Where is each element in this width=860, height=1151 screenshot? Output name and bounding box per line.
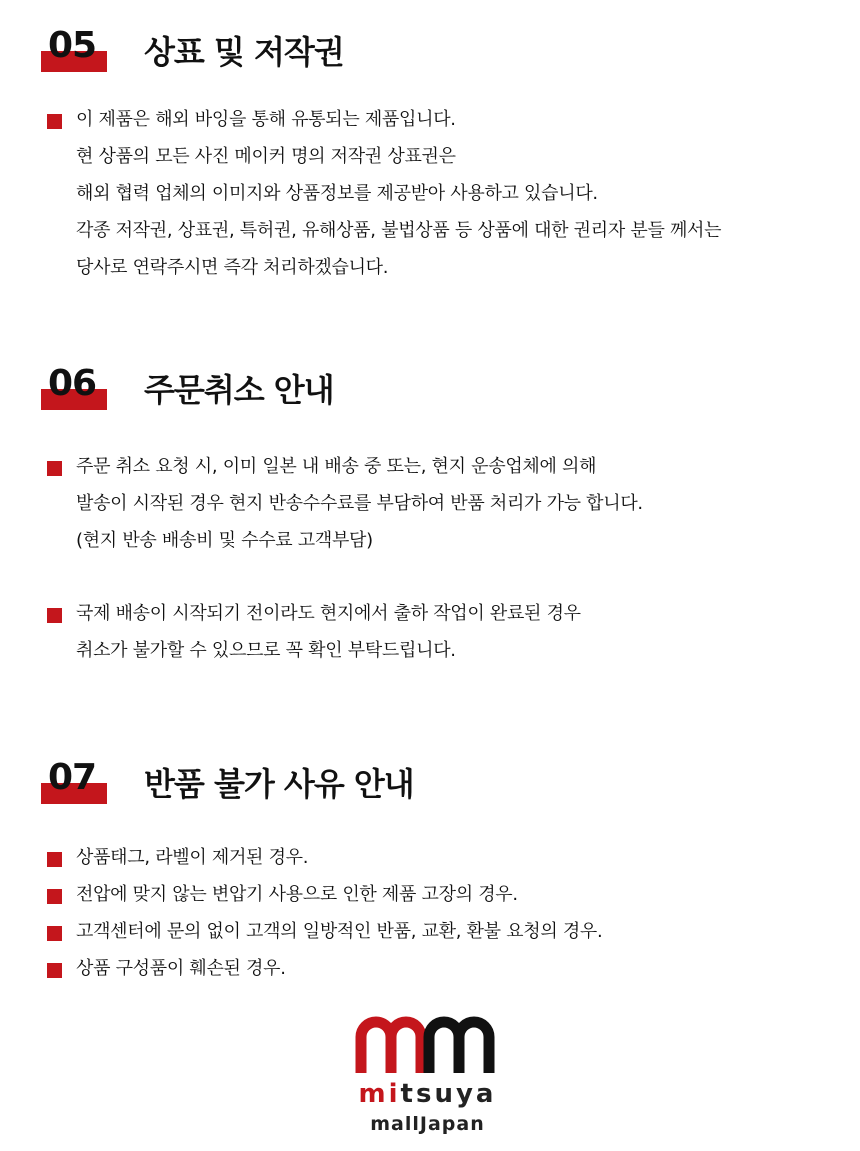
logo-subname: mallJapan — [370, 1113, 485, 1135]
list-item-line: 상품 구성품이 훼손된 경우. — [76, 958, 286, 979]
list-item-line: (현지 반송 배송비 및 수수료 고객부담) — [76, 530, 373, 551]
list-item-line: 현 상품의 모든 사진 메이커 명의 저작권 상표권은 — [76, 146, 456, 167]
section-number-badge — [41, 757, 107, 804]
section-title: 반품 불가 사유 안내 — [144, 765, 414, 803]
section-number-badge — [41, 25, 107, 72]
section-number: 07 — [48, 757, 97, 798]
bullet-square-icon — [47, 963, 62, 978]
section-number: 05 — [48, 25, 97, 66]
bullet-square-icon — [47, 114, 62, 129]
list-item-line: 주문 취소 요청 시, 이미 일본 내 배송 중 또는, 현지 운송업체에 의해 — [76, 456, 597, 477]
list-item-line: 고객센터에 문의 없이 고객의 일방적인 반품, 교환, 환불 요청의 경우. — [76, 921, 603, 942]
mitsuya-logo — [355, 1015, 500, 1135]
list-item-line: 당사로 연락주시면 즉각 처리하겠습니다. — [76, 257, 389, 278]
logo-name — [355, 1079, 500, 1109]
list-item-line: 발송이 시작된 경우 현지 반송수수료를 부담하여 반품 처리가 가능 합니다. — [76, 493, 643, 514]
list-item-line: 상품태그, 라벨이 제거된 경우. — [76, 847, 309, 868]
list-item-line: 해외 협력 업체의 이미지와 상품정보를 제공받아 사용하고 있습니다. — [76, 183, 598, 204]
section-header — [0, 25, 860, 90]
mm-logo-mark-icon — [355, 1015, 500, 1075]
section-number-badge — [41, 363, 107, 410]
list-item-line: 이 제품은 해외 바잉을 통해 유통되는 제품입니다. — [76, 109, 456, 130]
section-number: 06 — [48, 363, 97, 404]
bullet-square-icon — [47, 608, 62, 623]
section-title: 주문취소 안내 — [144, 371, 334, 409]
list-item-line: 각종 저작권, 상표권, 특허권, 유해상품, 불법상품 등 상품에 대한 권리자 분들 께서는 — [76, 220, 722, 241]
logo-name-rest: tsuya — [400, 1079, 497, 1109]
bullet-square-icon — [47, 852, 62, 867]
logo-name-prefix: mi — [358, 1079, 401, 1109]
list-item-line: 국제 배송이 시작되기 전이라도 현지에서 출하 작업이 완료된 경우 — [76, 603, 581, 624]
list-item-line: 취소가 불가할 수 있으므로 꼭 확인 부탁드립니다. — [76, 640, 456, 661]
bullet-square-icon — [47, 461, 62, 476]
bullet-square-icon — [47, 889, 62, 904]
section-title: 상표 및 저작권 — [144, 33, 344, 71]
list-item-line: 전압에 맞지 않는 변압기 사용으로 인한 제품 고장의 경우. — [76, 884, 518, 905]
section-header — [0, 363, 860, 428]
bullet-square-icon — [47, 926, 62, 941]
section-header — [0, 757, 860, 822]
